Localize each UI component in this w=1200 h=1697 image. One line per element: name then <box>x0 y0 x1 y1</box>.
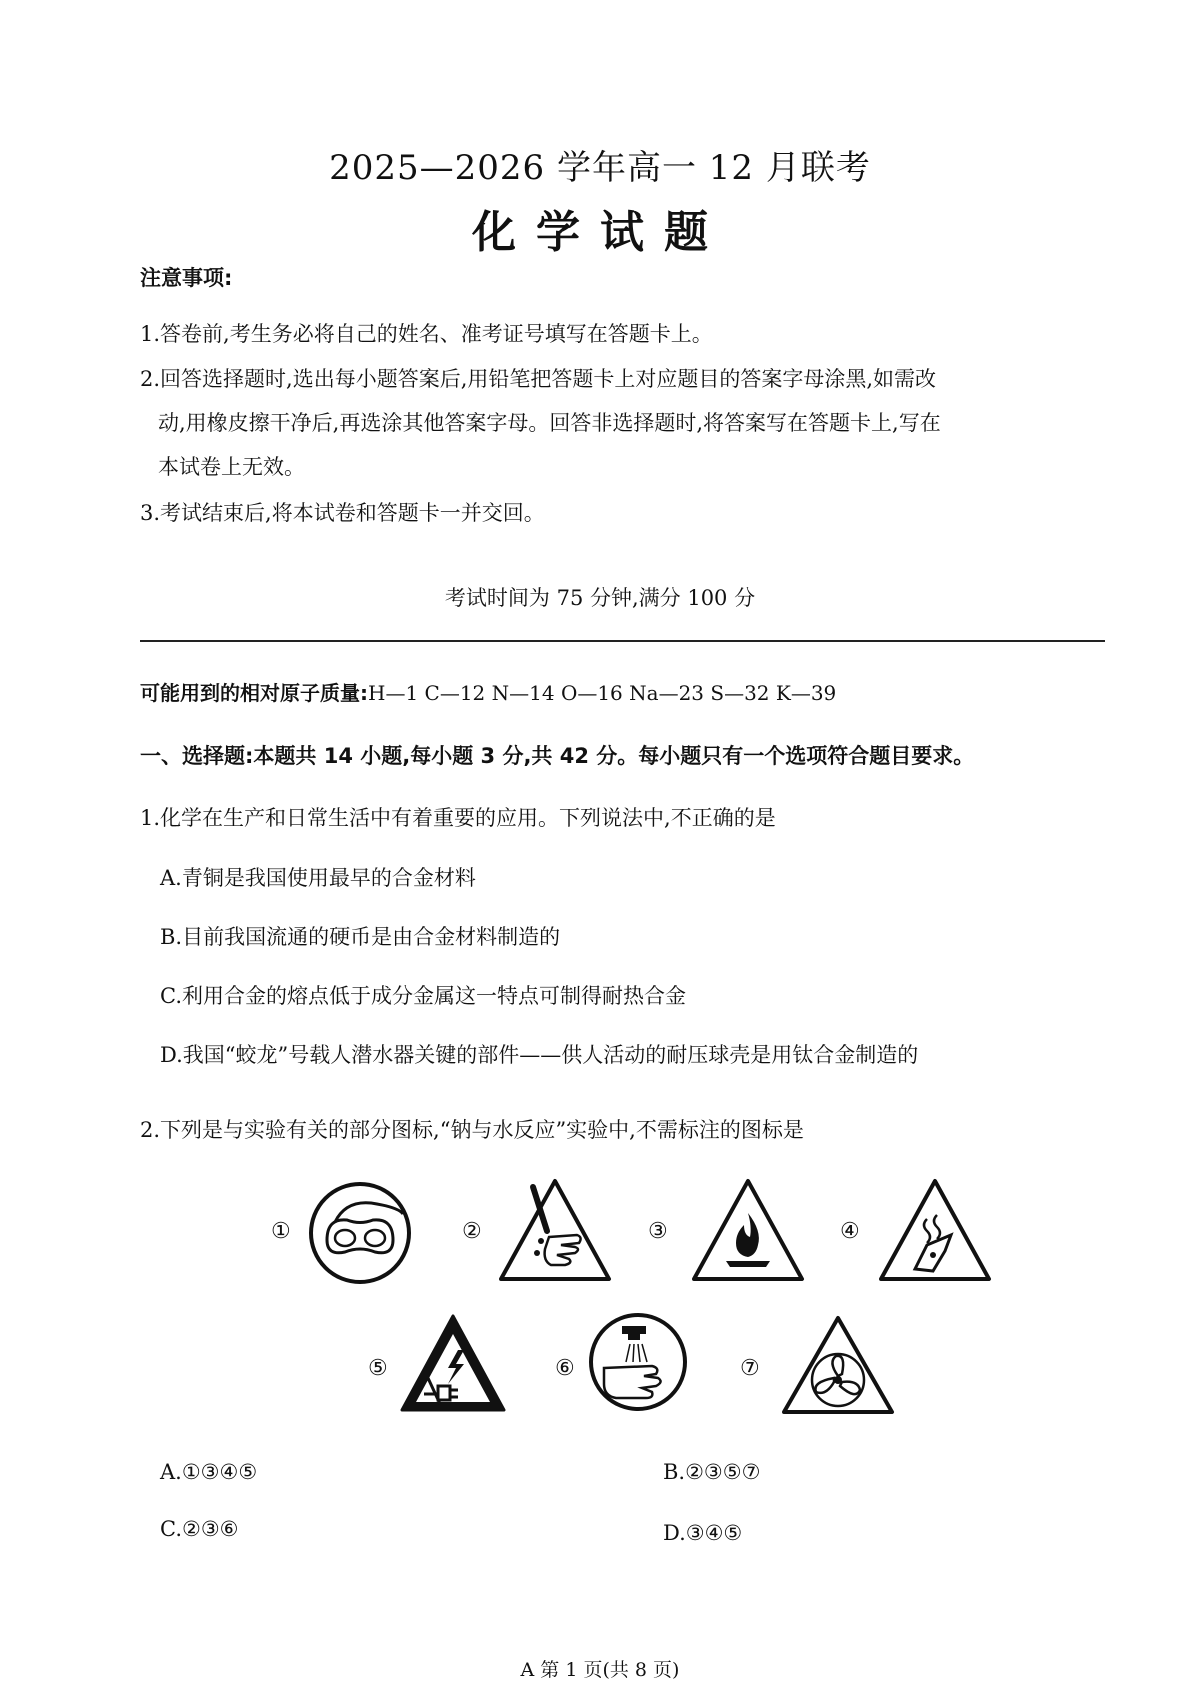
question-2-option-a: A.①③④⑤ <box>160 1460 258 1484</box>
page-footer: A 第 1 页(共 8 页) <box>520 1659 680 1681</box>
ventilation-fan-icon <box>780 1314 896 1418</box>
icon-label-3: ③ <box>648 1219 668 1244</box>
exam-title: 2025—2026 学年高一 12 月联考 <box>329 148 871 188</box>
flame-icon <box>688 1175 808 1287</box>
question-2-option-c: C.②③⑥ <box>160 1517 239 1541</box>
notice-item-1: 1.答卷前,考生务必将自己的姓名、准考证号填写在答题卡上。 <box>140 322 713 346</box>
question-1-option-b: B.目前我国流通的硬币是由合金材料制造的 <box>160 925 561 949</box>
notice-item-3: 3.考试结束后,将本试卷和答题卡一并交回。 <box>140 501 545 525</box>
question-2-stem: 2.下列是与实验有关的部分图标,“钠与水反应”实验中,不需标注的图标是 <box>140 1118 804 1142</box>
question-1-stem: 1.化学在生产和日常生活中有着重要的应用。下列说法中,不正确的是 <box>140 806 776 830</box>
notice-heading: 注意事项: <box>140 266 233 290</box>
question-2-option-d: D.③④⑤ <box>663 1521 743 1545</box>
wash-hands-icon <box>586 1310 690 1414</box>
notice-item-2-line-2: 动,用橡皮擦干净后,再选涂其他答案字母。回答非选择题时,将答案写在答题卡上,写在 <box>158 411 941 435</box>
icon-label-4: ④ <box>840 1219 860 1244</box>
icon-label-6: ⑥ <box>555 1356 575 1381</box>
question-1-option-c: C.利用合金的熔点低于成分金属这一特点可制得耐热合金 <box>160 984 686 1008</box>
icon-label-1: ① <box>271 1219 291 1244</box>
atomic-masses-values: H—1 C—12 N—14 O—16 Na—23 S—32 K—39 <box>368 681 837 705</box>
question-2-option-b: B.②③⑤⑦ <box>663 1460 761 1484</box>
icon-label-2: ② <box>462 1219 482 1244</box>
goggles-icon <box>307 1180 413 1286</box>
notice-item-2-line-3: 本试卷上无效。 <box>158 455 305 479</box>
icon-label-5: ⑤ <box>368 1356 388 1381</box>
electric-hazard-icon <box>398 1312 508 1416</box>
corrosive-icon <box>495 1175 615 1287</box>
notice-item-2-line-1: 2.回答选择题时,选出每小题答案后,用铅笔把答题卡上对应题目的答案字母涂黑,如需改 <box>140 367 937 391</box>
question-1-option-a: A.青铜是我国使用最早的合金材料 <box>160 866 476 890</box>
exam-time-info: 考试时间为 75 分钟,满分 100 分 <box>444 586 756 610</box>
icon-label-7: ⑦ <box>740 1356 760 1381</box>
subject-title: 化学试题 <box>472 207 728 258</box>
divider-line <box>140 640 1105 642</box>
hot-surface-icon <box>875 1175 995 1287</box>
atomic-masses-label: 可能用到的相对原子质量: <box>140 681 368 705</box>
atomic-masses <box>140 677 836 706</box>
section-1-heading: 一、选择题:本题共 14 小题,每小题 3 分,共 42 分。每小题只有一个选项符合题目要求。 <box>140 744 975 768</box>
question-1-option-d: D.我国“蛟龙”号载人潜水器关键的部件——供人活动的耐压球壳是用钛合金制造的 <box>160 1043 919 1067</box>
